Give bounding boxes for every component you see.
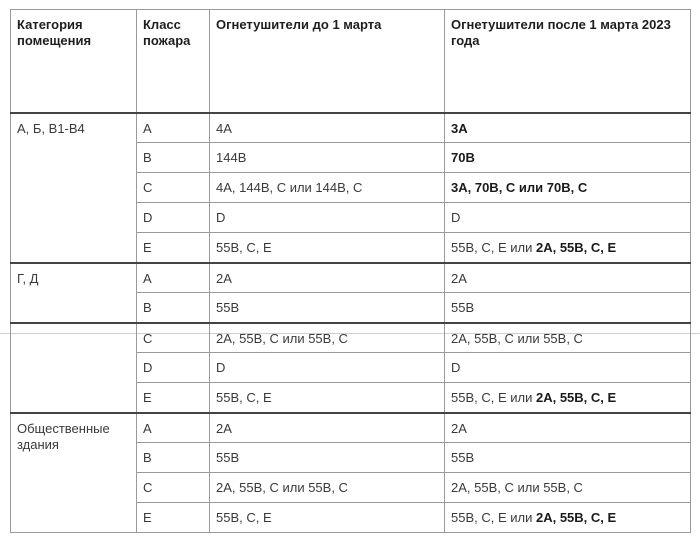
fire-class-cell: D [137, 203, 210, 233]
after-cell [445, 323, 691, 353]
after-cell [445, 413, 691, 443]
header-row [11, 10, 691, 113]
header-fire-class: Класс пожара [137, 10, 210, 113]
category-cell [11, 323, 137, 413]
after-cell [445, 503, 691, 533]
before-cell: D [210, 203, 445, 233]
fire-class-cell: E [137, 233, 210, 263]
before-cell: 55B, C, E [210, 503, 445, 533]
after-cell [445, 263, 691, 293]
fire-class-cell: B [137, 443, 210, 473]
after-cell [445, 173, 691, 203]
header-after: Огнетушители после 1 марта 2023 года [445, 10, 691, 113]
fire-class-cell: B [137, 293, 210, 323]
fire-class-cell: C [137, 173, 210, 203]
fire-class-cell: A [137, 413, 210, 443]
after-plain-text: 2A, 55B, C или 55B, C [451, 480, 583, 495]
after-cell [445, 113, 691, 143]
before-cell: 55B [210, 293, 445, 323]
table-row [11, 263, 691, 293]
before-cell: 55B, C, E [210, 233, 445, 263]
before-cell: 2A [210, 263, 445, 293]
before-cell: 2A [210, 413, 445, 443]
table-body [11, 113, 691, 533]
after-cell [445, 473, 691, 503]
category-cell: Общественные здания [11, 413, 137, 533]
after-cell [445, 443, 691, 473]
category-cell: А, Б, В1-В4 [11, 113, 137, 263]
after-plain-text: 2A [451, 270, 467, 286]
header-category: Категория помещения [11, 10, 137, 113]
after-plain-text: 55B, C, E или [451, 510, 536, 525]
before-cell: D [210, 353, 445, 383]
before-cell: 4A, 144B, C или 144B, C [210, 173, 445, 203]
before-cell: 2A, 55B, C или 55B, C [210, 323, 445, 353]
after-plain-text: 55B [451, 300, 475, 315]
table-row [11, 323, 691, 353]
fire-class-cell: C [137, 323, 210, 353]
before-cell: 144B [210, 143, 445, 173]
header-before: Огнетушители до 1 марта [210, 10, 445, 113]
after-cell [445, 293, 691, 323]
fire-class-cell: A [137, 113, 210, 143]
after-cell [445, 383, 691, 413]
after-cell [445, 143, 691, 173]
after-plain-text: D [451, 360, 461, 375]
table-row [11, 113, 691, 143]
after-plain-text: 2A, 55B, C или 55B, C [451, 330, 583, 346]
after-cell [445, 203, 691, 233]
category-cell: Г, Д [11, 263, 137, 323]
after-plain-text: 55B [451, 450, 475, 465]
after-plain-text: D [451, 210, 461, 225]
before-cell: 55B, C, E [210, 383, 445, 413]
fire-extinguisher-table-container [10, 9, 690, 533]
fire-class-cell: B [137, 143, 210, 173]
fire-class-cell: A [137, 263, 210, 293]
fire-class-cell: E [137, 503, 210, 533]
after-bold-text: 2A, 55B, C, E [535, 510, 617, 525]
after-bold-text: 2A, 55B, C, E [535, 240, 617, 255]
after-plain-text: 2A [451, 420, 467, 436]
fire-class-cell: C [137, 473, 210, 503]
after-bold-text: 3A, 70B, C или 70B, C [451, 180, 588, 195]
after-cell [445, 353, 691, 383]
fire-class-cell: D [137, 353, 210, 383]
after-plain-text: 55B, C, E или [451, 240, 536, 255]
before-cell: 55B [210, 443, 445, 473]
fire-class-cell: E [137, 383, 210, 413]
before-cell: 4A [210, 113, 445, 143]
before-cell: 2A, 55B, C или 55B, C [210, 473, 445, 503]
after-bold-text: 3A [451, 120, 468, 136]
fire-extinguisher-table [10, 9, 691, 533]
after-bold-text: 70B [451, 150, 475, 165]
after-plain-text: 55B, C, E или [451, 390, 536, 405]
after-bold-text: 2A, 55B, C, E [535, 390, 617, 405]
table-row [11, 413, 691, 443]
after-cell [445, 233, 691, 263]
